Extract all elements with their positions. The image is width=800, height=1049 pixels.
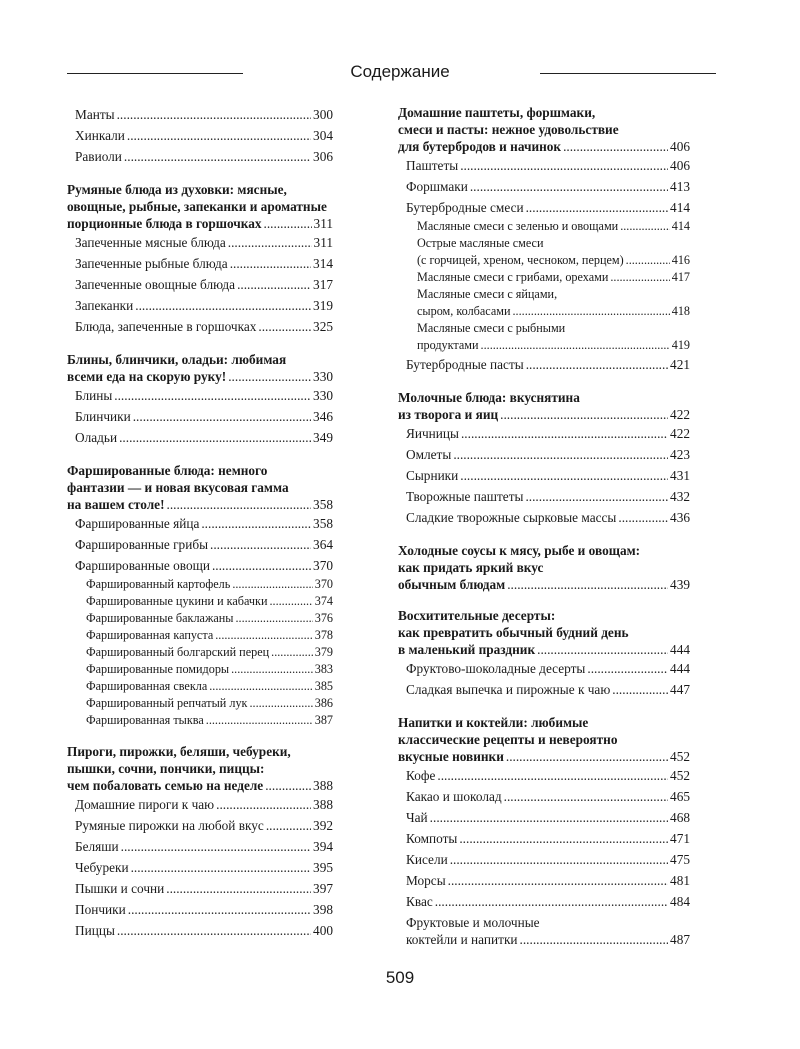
dot-leader xyxy=(258,316,311,337)
toc-entry-label: Оладьи xyxy=(75,430,118,445)
toc-page-number: 444 xyxy=(670,661,690,676)
dot-leader xyxy=(124,146,311,167)
toc-entry-label: Фаршированный картофель xyxy=(86,577,231,591)
dot-leader xyxy=(119,427,311,448)
toc-subitem xyxy=(67,644,333,661)
dot-leader xyxy=(461,423,668,444)
dot-leader xyxy=(460,155,668,176)
section-page-number: 422 xyxy=(670,407,690,422)
dot-leader xyxy=(264,215,312,232)
toc-section xyxy=(398,607,690,658)
toc-page-number: 481 xyxy=(670,873,690,888)
toc-page-number: 406 xyxy=(670,158,690,173)
toc-entry-label: Фаршированный болгарский перец xyxy=(86,645,270,659)
toc-section xyxy=(398,104,690,155)
section-title-text: из творога и яиц xyxy=(398,407,499,422)
toc-entry-label: Чебуреки xyxy=(75,860,129,875)
dot-leader xyxy=(430,807,668,828)
dot-leader xyxy=(133,406,311,427)
toc-entry-label: Масляные смеси с зеленью и овощами xyxy=(417,219,619,233)
toc-page-number: 394 xyxy=(313,839,333,854)
dot-leader xyxy=(504,786,668,807)
toc-page-number: 358 xyxy=(313,516,333,531)
toc-entry-label: Фаршированные яйца xyxy=(75,516,200,531)
toc-item xyxy=(67,534,333,555)
section-title-last-line xyxy=(398,138,690,155)
toc-subitem-line: Масляные смеси с рыбными xyxy=(417,321,566,335)
dot-leader xyxy=(266,815,311,836)
dot-leader xyxy=(513,303,670,320)
toc-item xyxy=(398,870,690,891)
toc-entry-label: Бутербродные пасты xyxy=(406,357,524,372)
toc-item xyxy=(398,197,690,218)
dot-leader xyxy=(209,678,312,695)
dot-leader xyxy=(210,534,311,555)
page-title: Содержание xyxy=(350,62,450,81)
toc-entry-label: Сырники xyxy=(406,468,459,483)
toc-item xyxy=(398,354,690,375)
toc-entry-label: Пышки и сочни xyxy=(75,881,165,896)
toc-subitem xyxy=(67,576,333,593)
dot-leader xyxy=(265,777,311,794)
toc-page-number: 475 xyxy=(670,852,690,867)
section-page-number: 330 xyxy=(313,369,333,384)
section-title-text: порционные блюда в горшочках xyxy=(67,216,262,231)
toc-section xyxy=(398,389,690,423)
toc-subitem xyxy=(398,337,690,354)
toc-page-number: 487 xyxy=(670,932,690,947)
section-page-number: 439 xyxy=(670,577,690,592)
toc-entry-label: Фаршированные грибы xyxy=(75,537,209,552)
toc-item xyxy=(67,555,333,576)
toc-page-number: 416 xyxy=(671,253,690,267)
section-title-line: Блины, блинчики, оладьи: любимая xyxy=(67,352,287,367)
toc-page-number: 414 xyxy=(670,200,690,215)
toc-entry-label: Блины xyxy=(75,388,113,403)
section-title-text: для бутербродов и начинок xyxy=(398,139,562,154)
toc-page-number: 431 xyxy=(670,468,690,483)
toc-page-number: 397 xyxy=(313,881,333,896)
toc-item xyxy=(398,765,690,786)
dot-leader xyxy=(481,337,670,354)
toc-item xyxy=(398,929,690,950)
section-page-number: 444 xyxy=(670,642,690,657)
toc-section xyxy=(67,462,333,513)
dot-leader xyxy=(201,513,311,534)
toc-page-number: 417 xyxy=(671,270,690,284)
dot-leader xyxy=(435,891,668,912)
dot-leader xyxy=(117,920,311,941)
toc-entry-label: Кофе xyxy=(406,768,436,783)
toc-entry-label: Сладкая выпечка и пирожные к чаю xyxy=(406,682,611,697)
toc-item xyxy=(67,232,333,253)
toc-subitem-line: Острые масляные смеси xyxy=(417,236,544,250)
toc-entry-label: Бутербродные смеси xyxy=(406,200,524,215)
toc-page-number: 304 xyxy=(313,128,333,143)
toc-entry-label: Омлеты xyxy=(406,447,452,462)
dot-leader xyxy=(612,679,668,700)
toc-entry-label: Фаршированные овощи xyxy=(75,558,210,573)
dot-leader xyxy=(525,486,668,507)
toc-page-number: 419 xyxy=(671,338,690,352)
section-title-last-line xyxy=(67,496,333,513)
dot-leader xyxy=(231,661,313,678)
header-rule-right xyxy=(540,73,716,74)
dot-leader xyxy=(450,849,668,870)
toc-item xyxy=(398,679,690,700)
dot-leader xyxy=(135,295,311,316)
toc-item xyxy=(67,295,333,316)
toc-page-number: 468 xyxy=(670,810,690,825)
toc-entry-label: Чай xyxy=(406,810,428,825)
section-title-line: смеси и пасты: нежное удовольствие xyxy=(398,122,619,137)
dot-leader xyxy=(249,695,312,712)
toc-entry-label: Фруктово-шоколадные десерты xyxy=(406,661,586,676)
toc-entry-label: сыром, колбасами xyxy=(417,304,511,318)
toc-page-number: 436 xyxy=(670,510,690,525)
toc-entry-label: Творожные паштеты xyxy=(406,489,524,504)
section-title-text: в маленький праздник xyxy=(398,642,536,657)
toc-item xyxy=(398,507,690,528)
toc-subitem-line: Масляные смеси с яйцами, xyxy=(417,287,558,301)
toc-item xyxy=(67,836,333,857)
dot-leader xyxy=(269,593,312,610)
section-title-line: Румяные блюда из духовки: мясные, xyxy=(67,182,287,197)
section-title-text: чем побаловать семью на неделе xyxy=(67,778,264,793)
toc-entry-label: Равиоли xyxy=(75,149,122,164)
section-title-line: Домашние паштеты, форшмаки, xyxy=(398,105,596,120)
toc-item xyxy=(67,427,333,448)
toc-item xyxy=(398,155,690,176)
dot-leader xyxy=(448,870,668,891)
toc-item xyxy=(67,385,333,406)
dot-leader xyxy=(460,465,668,486)
toc-entry-label: Фаршированный репчатый лук xyxy=(86,696,248,710)
toc-item xyxy=(67,146,333,167)
toc-page-number: 349 xyxy=(313,430,333,445)
dot-leader xyxy=(526,354,668,375)
dot-leader xyxy=(167,496,312,513)
dot-leader xyxy=(620,218,670,235)
toc-item xyxy=(398,891,690,912)
toc-subitem xyxy=(67,678,333,695)
section-title-line: Пироги, пирожки, беляши, чебуреки, xyxy=(67,744,291,759)
toc-entry-label: Морсы xyxy=(406,873,446,888)
toc-page-number: 311 xyxy=(313,235,333,250)
toc-page-number: 330 xyxy=(313,388,333,403)
section-title-text: вкусные новинки xyxy=(398,749,504,764)
dot-leader xyxy=(470,176,668,197)
section-title-last-line xyxy=(398,406,690,423)
toc-subitem xyxy=(67,610,333,627)
toc-entry-label: Домашние пироги к чаю xyxy=(75,797,215,812)
page-number: 509 xyxy=(385,968,415,987)
toc-page-number: 484 xyxy=(670,894,690,909)
toc-page-number: 374 xyxy=(314,594,333,608)
toc-entry-label: (с горчицей, хреном, чесноком, перцем) xyxy=(417,253,624,267)
toc-page-number: 418 xyxy=(671,304,690,318)
dot-leader xyxy=(228,232,312,253)
toc-entry-label: Форшмаки xyxy=(406,179,468,194)
section-title-last-line xyxy=(67,215,333,232)
section-title-line: Холодные соусы к мясу, рыбе и овощам: xyxy=(398,543,641,558)
toc-entry-label: Запеченные овощные блюда xyxy=(75,277,236,292)
toc-entry-label: Кисели xyxy=(406,852,448,867)
toc-item xyxy=(67,253,333,274)
toc-item xyxy=(398,423,690,444)
toc-page-number: 471 xyxy=(670,831,690,846)
toc-page-number: 421 xyxy=(670,357,690,372)
toc-page-number: 314 xyxy=(313,256,333,271)
section-page-number: 311 xyxy=(313,216,333,231)
toc-page-number: 383 xyxy=(314,662,333,676)
toc-item xyxy=(398,786,690,807)
section-title-line: фантазии — и новая вкусовая гамма xyxy=(67,480,289,495)
toc-item xyxy=(67,878,333,899)
dot-leader xyxy=(626,252,670,269)
toc-entry-label: Яичницы xyxy=(406,426,459,441)
toc-entry-label: Пончики xyxy=(75,902,126,917)
section-title-line: как придать яркий вкус xyxy=(398,560,544,575)
dot-leader xyxy=(526,197,668,218)
toc-entry-label: Фаршированные помидоры xyxy=(86,662,230,676)
toc-entry-label: Запеченные рыбные блюда xyxy=(75,256,228,271)
toc-item xyxy=(398,486,690,507)
dot-leader xyxy=(206,712,313,729)
toc-item xyxy=(67,815,333,836)
toc-page-number: 387 xyxy=(314,713,333,727)
toc-item xyxy=(398,176,690,197)
toc-page-number: 325 xyxy=(313,319,333,334)
toc-subitem xyxy=(67,695,333,712)
section-title-line: Напитки и коктейли: любимые xyxy=(398,715,589,730)
toc-subitem xyxy=(67,627,333,644)
toc-page-number: 378 xyxy=(314,628,333,642)
toc-page-number: 452 xyxy=(670,768,690,783)
section-page-number: 358 xyxy=(313,497,333,512)
dot-leader xyxy=(459,828,668,849)
dot-leader xyxy=(117,104,311,125)
section-title-line: пышки, сочни, пончики, пиццы: xyxy=(67,761,265,776)
dot-leader xyxy=(506,748,668,765)
toc-page-number: 386 xyxy=(314,696,333,710)
toc-section xyxy=(398,542,690,593)
toc-item xyxy=(398,465,690,486)
toc-item xyxy=(398,444,690,465)
toc-item xyxy=(67,406,333,427)
section-title-last-line xyxy=(398,641,690,658)
dot-leader xyxy=(437,765,668,786)
toc-entry-label: Масляные смеси с грибами, орехами xyxy=(417,270,609,284)
toc-page-number: 447 xyxy=(670,682,690,697)
dot-leader xyxy=(453,444,668,465)
toc-page-number: 317 xyxy=(313,277,333,292)
section-title-line: классические рецепты и невероятно xyxy=(398,732,618,747)
toc-subitem xyxy=(67,593,333,610)
dot-leader xyxy=(563,138,668,155)
toc-page-number: 385 xyxy=(314,679,333,693)
toc-page-number: 376 xyxy=(314,611,333,625)
toc-entry-label: Паштеты xyxy=(406,158,459,173)
dot-leader xyxy=(500,406,668,423)
section-title-line: Фаршированные блюда: немного xyxy=(67,463,268,478)
toc-item-line: Фруктовые и молочные xyxy=(406,915,540,930)
toc-page-number: 388 xyxy=(313,797,333,812)
dot-leader xyxy=(618,507,668,528)
section-title-line: овощные, рыбные, запеканки и ароматные xyxy=(67,199,327,214)
toc-item xyxy=(67,274,333,295)
toc-subitem xyxy=(398,218,690,235)
toc-item xyxy=(398,807,690,828)
section-page-number: 388 xyxy=(313,778,333,793)
toc-entry-label: Пиццы xyxy=(75,923,115,938)
toc-page-number: 400 xyxy=(313,923,333,938)
toc-item xyxy=(67,857,333,878)
section-title-text: на вашем столе! xyxy=(67,497,165,512)
toc-item xyxy=(67,920,333,941)
toc-entry-label: Блинчики xyxy=(75,409,131,424)
dot-leader xyxy=(121,836,311,857)
toc-subitem xyxy=(67,661,333,678)
toc-entry-label: Запеченные мясные блюда xyxy=(75,235,226,250)
toc-right-column xyxy=(398,104,690,950)
toc-item xyxy=(67,513,333,534)
toc-subitem xyxy=(398,269,690,286)
toc-page-number: 422 xyxy=(670,426,690,441)
dot-leader xyxy=(587,658,668,679)
toc-item xyxy=(398,828,690,849)
section-title-text: всеми еда на скорую руку! xyxy=(67,369,227,384)
toc-page-number: 370 xyxy=(314,577,333,591)
dot-leader xyxy=(131,857,311,878)
toc-entry-label: Хинкали xyxy=(75,128,125,143)
toc-item xyxy=(67,794,333,815)
dot-leader xyxy=(228,368,311,385)
toc-page-number: 319 xyxy=(313,298,333,313)
toc-entry-label: Запеканки xyxy=(75,298,134,313)
toc-page-number: 300 xyxy=(313,107,333,122)
toc-entry-label: Какао и шоколад xyxy=(406,789,502,804)
toc-entry-label: Квас xyxy=(406,894,433,909)
toc-item xyxy=(398,658,690,679)
toc-entry-label: Фаршированная капуста xyxy=(86,628,214,642)
toc-item xyxy=(67,104,333,125)
toc-item xyxy=(67,316,333,337)
toc-page-number: 346 xyxy=(313,409,333,424)
section-page-number: 452 xyxy=(670,749,690,764)
toc-entry-label: Компоты xyxy=(406,831,458,846)
toc-item xyxy=(67,125,333,146)
dot-leader xyxy=(212,555,311,576)
toc-entry-label: Фаршированные цукини и кабачки xyxy=(86,594,268,608)
dot-leader xyxy=(230,253,311,274)
toc-entry-label: Блюда, запеченные в горшочках xyxy=(75,319,257,334)
toc-section xyxy=(67,743,333,794)
toc-page-number: 379 xyxy=(314,645,333,659)
toc-entry-label: Манты xyxy=(75,107,115,122)
toc-section xyxy=(398,714,690,765)
toc-left-column xyxy=(67,104,333,941)
dot-leader xyxy=(271,644,313,661)
toc-subitem xyxy=(398,303,690,320)
section-title-line: Молочные блюда: вкуснятина xyxy=(398,390,580,405)
toc-section xyxy=(67,181,333,232)
toc-item xyxy=(398,849,690,870)
toc-page-number: 432 xyxy=(670,489,690,504)
toc-page-number: 370 xyxy=(313,558,333,573)
dot-leader xyxy=(507,576,668,593)
dot-leader xyxy=(114,385,311,406)
toc-page-number: 413 xyxy=(670,179,690,194)
toc-page-number: 423 xyxy=(670,447,690,462)
dot-leader xyxy=(127,125,311,146)
dot-leader xyxy=(610,269,669,286)
toc-entry-label: Фаршированная тыква xyxy=(86,713,204,727)
toc-section xyxy=(67,351,333,385)
toc-page-number: 392 xyxy=(313,818,333,833)
dot-leader xyxy=(166,878,311,899)
toc-page-number: 395 xyxy=(313,860,333,875)
toc-page-number: 306 xyxy=(313,149,333,164)
toc-entry-label: Беляши xyxy=(75,839,119,854)
toc-entry-label: Сладкие творожные сырковые массы xyxy=(406,510,617,525)
section-title-last-line xyxy=(398,576,690,593)
dot-leader xyxy=(232,576,312,593)
toc-entry-label: Румяные пирожки на любой вкус xyxy=(75,818,264,833)
dot-leader xyxy=(215,627,312,644)
section-title-line: Восхитительные десерты: xyxy=(398,608,556,623)
toc-subitem xyxy=(398,252,690,269)
page-header xyxy=(0,62,800,86)
section-title-text: обычным блюдам xyxy=(398,577,506,592)
section-title-last-line xyxy=(398,748,690,765)
toc-page-number: 414 xyxy=(671,219,690,233)
dot-leader xyxy=(537,641,668,658)
toc-page-number: 364 xyxy=(313,537,333,552)
dot-leader xyxy=(235,610,312,627)
section-title-line: как превратить обычный будний день xyxy=(398,625,629,640)
section-title-last-line xyxy=(67,368,333,385)
dot-leader xyxy=(237,274,311,295)
toc-entry-label: продуктами xyxy=(417,338,479,352)
toc-item xyxy=(67,899,333,920)
toc-subitem xyxy=(67,712,333,729)
toc-page-number: 398 xyxy=(313,902,333,917)
toc-entry-label: Фаршированная свекла xyxy=(86,679,208,693)
toc-entry-label: коктейли и напитки xyxy=(406,932,518,947)
dot-leader xyxy=(520,929,669,950)
dot-leader xyxy=(216,794,311,815)
toc-page-number: 465 xyxy=(670,789,690,804)
section-title-last-line xyxy=(67,777,333,794)
section-page-number: 406 xyxy=(670,139,690,154)
dot-leader xyxy=(128,899,311,920)
toc-entry-label: Фаршированные баклажаны xyxy=(86,611,234,625)
